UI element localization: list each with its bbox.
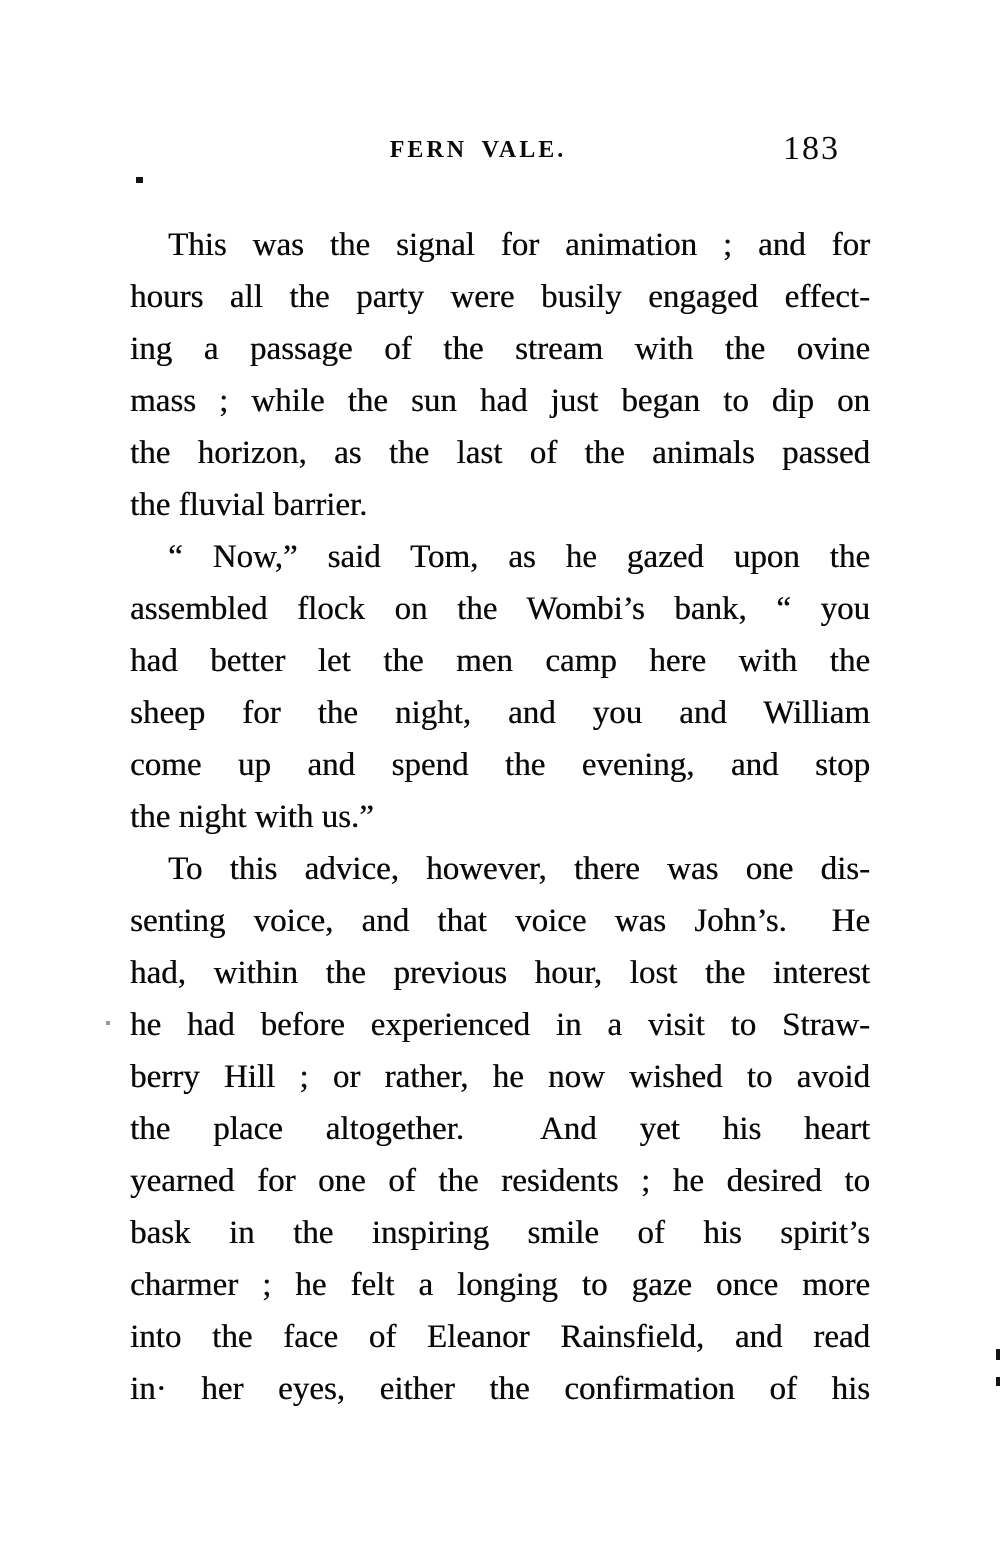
scan-artifact	[106, 1021, 110, 1025]
text-line: sheep for the night, and you and William	[130, 695, 870, 731]
text-line: into the face of Eleanor Rainsfield, and read	[130, 1319, 870, 1355]
text-line: the horizon, as the last of the animals passed	[130, 435, 870, 471]
paragraph	[130, 531, 870, 843]
text-line: To this advice, however, there was one dis-	[168, 851, 870, 887]
scan-artifact	[996, 1349, 1000, 1360]
page-header	[130, 130, 870, 174]
body-text	[130, 219, 870, 1415]
text-line: hours all the party were busily engaged effect-	[130, 279, 870, 315]
text-line: the night with us.”	[130, 799, 374, 835]
running-title: FERN VALE.	[389, 137, 567, 163]
text-line: yearned for one of the residents ; he desired to	[130, 1163, 870, 1199]
text-line: the fluvial barrier.	[130, 487, 368, 523]
text-line: “ Now,” said Tom, as he gazed upon the	[168, 539, 870, 575]
text-line: bask in the inspiring smile of his spirit’s	[130, 1215, 870, 1251]
text-line: come up and spend the evening, and stop	[130, 747, 870, 783]
text-line: the place altogether. And yet his heart	[130, 1111, 870, 1147]
text-line: in· her eyes, either the confirmation of his	[130, 1371, 870, 1407]
text-line: ing a passage of the stream with the ovine	[130, 331, 870, 367]
text-line: assembled flock on the Wombi’s bank, “ you	[130, 591, 870, 627]
text-line: had better let the men camp here with the	[130, 643, 870, 679]
text-line: berry Hill ; or rather, he now wished to avoid	[130, 1059, 870, 1095]
text-line: This was the signal for animation ; and for	[168, 227, 870, 263]
text-line: senting voice, and that voice was John’s. He	[130, 903, 870, 939]
paragraph	[130, 219, 870, 531]
page-number: 183	[783, 130, 840, 167]
text-line: charmer ; he felt a longing to gaze once more	[130, 1267, 870, 1303]
text-line: he had before experienced in a visit to Straw-	[130, 1007, 870, 1043]
scan-artifact	[996, 1377, 1000, 1386]
scan-artifact	[136, 177, 143, 183]
paragraph	[130, 843, 870, 1415]
text-line: had, within the previous hour, lost the interest	[130, 955, 870, 991]
text-line: mass ; while the sun had just began to dip on	[130, 383, 870, 419]
